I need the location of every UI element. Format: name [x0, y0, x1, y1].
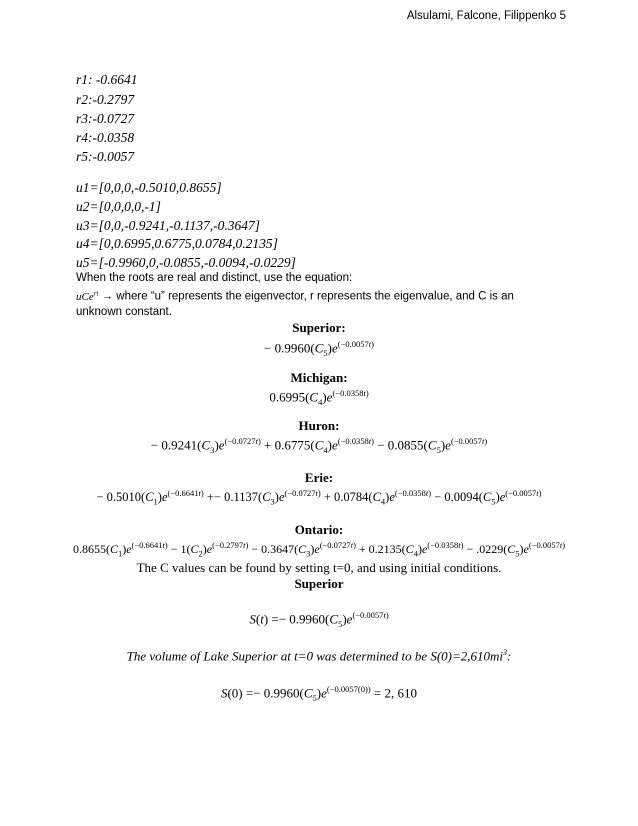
erie-equation: − $0.5010(C_1)e^{(-0.6641t)} +- 0.1137(C_3)e^{(-0.0727t)} + 0.0784(C_4)e^{(-0.0358t)} - 0.0094(C_5)e^{(-0.0057t)}$ — [96, 488, 542, 507]
intro-line-1: When the roots are real and distinct, use the equation: — [76, 272, 353, 284]
intro-line-2: uCe$^{rt}$ → where “u” represents the eigenvector, r represents the eigenvalue, and C is an — [76, 289, 514, 303]
vector-u1: u1=[0,0,0,-0.5010,0.8655] — [76, 180, 222, 195]
intro-formula: uCe$^{rt}$ — [76, 289, 99, 303]
ontario-equation: $0.8655(C_1)e^{(-0.6641t)} - 1(C_2)e^{(-0.2797t)} - 0.3647(C_3)e^{(-0.0727t)} + 0.2135(C_4)e^{(-0.0358t)} - .0229(C_5)e^{(-0.0057t)}$ — [72, 540, 566, 559]
superior-subheading: Superior — [294, 576, 344, 591]
vector-u2: u2=[0,0,0,0,-1] — [76, 199, 161, 214]
vector-u3: u3=[0,0,-0.9241,-0.1137,-0.3647] — [76, 218, 260, 233]
superior-equation: − $0.9960(C_5)e^{(-0.0057t)}$ — [264, 339, 374, 358]
michigan-heading: Michigan: — [290, 370, 348, 385]
superior-s-of-t-equation: $S(t) =- 0.9960(C_5)e^{(-0.0057t)}$ — [249, 610, 389, 629]
michigan-equation: $0.6995(C_4)e^{(-0.0358t)}$ — [269, 388, 369, 407]
vector-u5: u5=[-0.9960,0,-0.0855,-0.0094,-0.0229] — [76, 255, 296, 270]
root-r5: r5:-0.0057 — [76, 149, 135, 164]
superior-heading: Superior: — [292, 320, 346, 335]
page-header: Alsulami, Falcone, Filippenko 5 — [406, 10, 566, 22]
ontario-heading: Ontario: — [294, 522, 344, 537]
volume-text: The volume of Lake Superior at t=0 was determined to be $S(0)=2,610mi^3$: — [126, 648, 512, 664]
intro-line-3: unknown constant. — [76, 306, 172, 318]
root-r3: r3:-0.0727 — [76, 111, 135, 126]
root-r1: r1: -0.6641 — [76, 72, 138, 87]
superior-s-of-0-equation: $S(0) =- 0.9960(C_5)e^{(-0.0057(0))} = 2$, 610 — [220, 684, 418, 703]
root-r4: r4:-0.0358 — [76, 130, 135, 145]
huron-equation: − $0.9241(C_3)e^{(-0.0727t)} + 0.6775(C_4)e^{(-0.0358t)} - 0.0855(C_5)e^{(-0.0057t)}$ — [150, 436, 488, 455]
root-r2: r2:-0.2797 — [76, 92, 135, 107]
arrow-icon: → — [101, 290, 114, 303]
c-values-text: The C values can be found by setting t=0, and using initial conditions. — [136, 560, 502, 575]
erie-heading: Erie: — [304, 470, 334, 485]
huron-heading: Huron: — [298, 418, 340, 433]
vector-u4: u4=[0,0.6995,0.6775,0.0784,0.2135] — [76, 236, 278, 251]
